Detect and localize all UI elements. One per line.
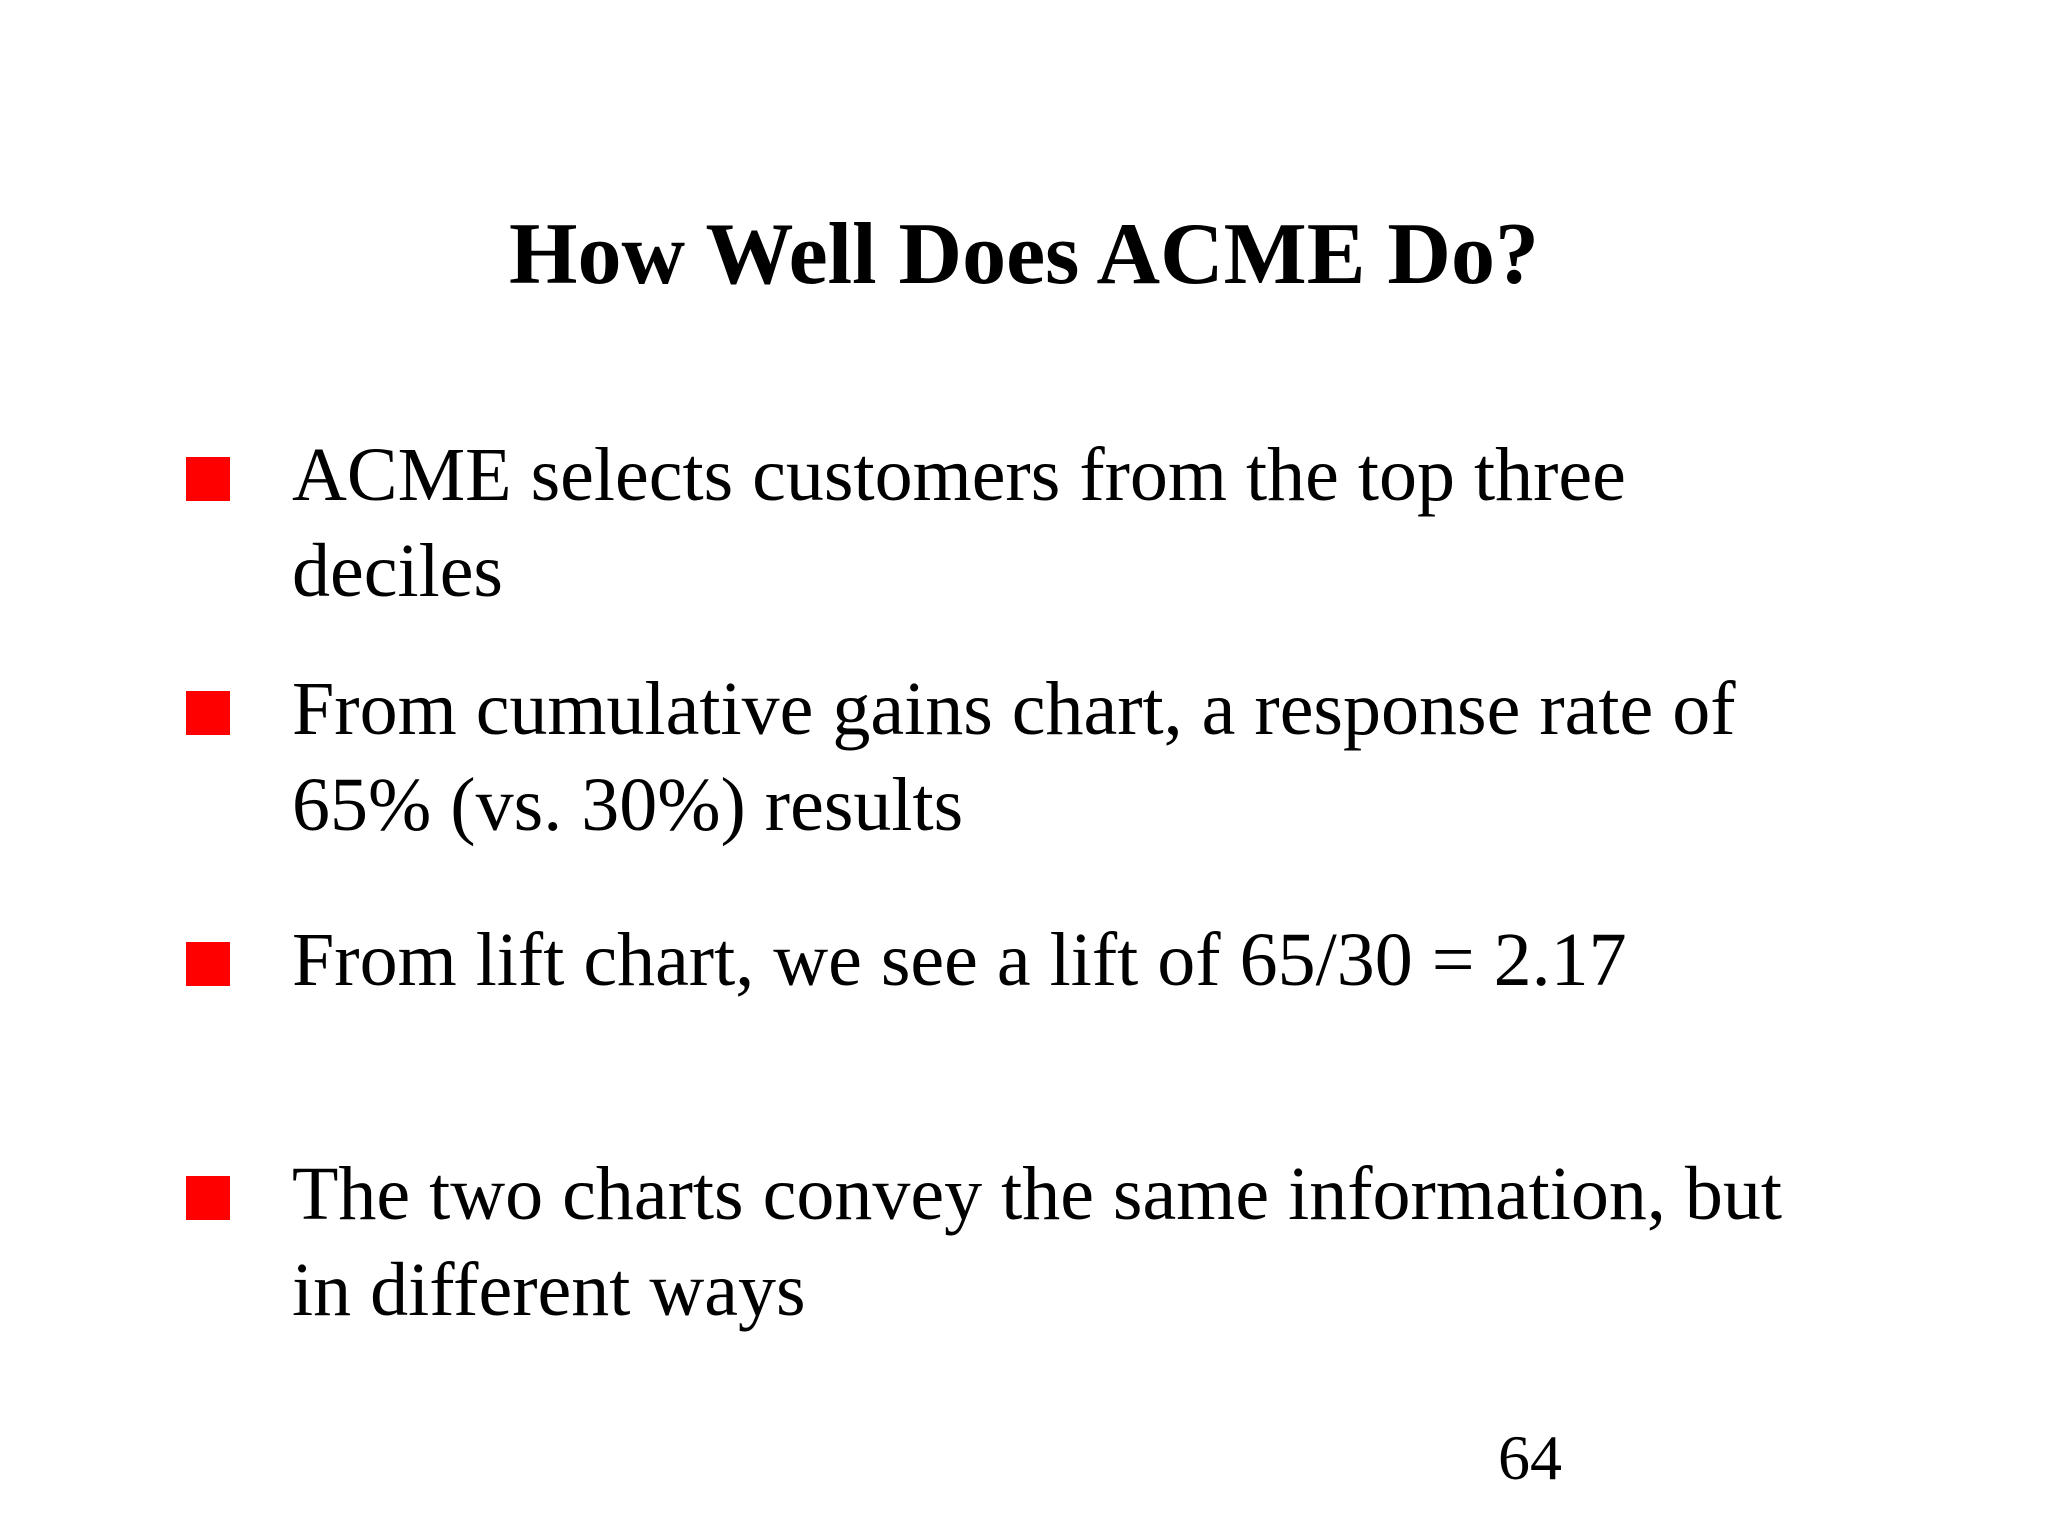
page-number: 64 [1498,1422,1562,1493]
slide-title: How Well Does ACME Do? [509,206,1539,303]
square-bullet-icon [186,691,230,735]
bullet-text: From lift chart, we see a lift of 65/30 = 2.17 [292,918,1627,1002]
bullet-text: ACME selects customers from the top three deciles [292,433,1626,613]
bullet-text: The two charts convey the same information, but in different ways [292,1152,1783,1332]
square-bullet-icon [186,457,230,501]
square-bullet-icon [186,1176,230,1220]
square-bullet-icon [186,942,230,986]
bullet-text: From cumulative gains chart, a response rate of 65% (vs. 30%) results [292,667,1736,847]
